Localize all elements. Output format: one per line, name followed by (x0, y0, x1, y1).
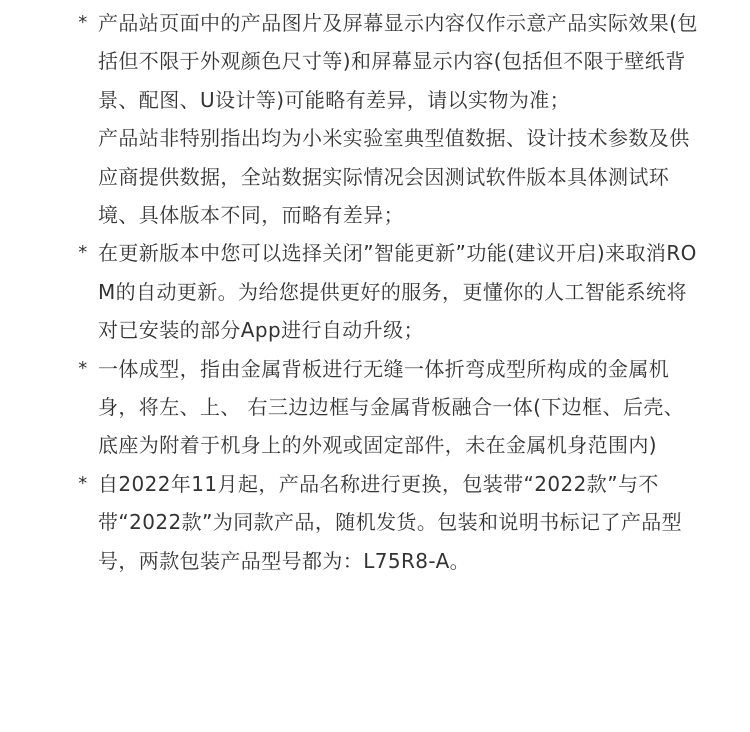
bullet-asterisk: * (78, 472, 88, 494)
note-paragraph-lab-data: 产品站非特别指出均为小米实验室典型值数据、设计技术参数及供应商提供数据，全站数据实际情况会因测试软件版本具体测试环境、具体版本不同，而略有差异； (98, 126, 690, 228)
note-paragraph-model-change: 自2022年11月起，产品名称进行更换，包装带“2022款”与不带“2022款”为同款产品，随机发货。包装和说明书标记了产品型号，两款包装产品型号都为：L75R8-A。 (98, 471, 683, 573)
bullet-asterisk: * (78, 242, 88, 264)
note-unibody (0, 350, 750, 465)
note-display-and-data (0, 4, 750, 234)
note-paragraph-smart-update: 在更新版本中您可以选择关闭”智能更新”功能(建议开启)来取消ROM的自动更新。为给您提供更好的服务，更懂你的人工智能系统将对已安装的部分App进行自动升级； (98, 241, 697, 343)
note-model-name-change (0, 465, 750, 580)
bullet-asterisk: * (78, 12, 88, 33)
bullet-asterisk: * (78, 357, 88, 379)
note-smart-update (0, 234, 750, 349)
note-paragraph-display-difference: 产品站页面中的产品图片及屏幕显示内容仅作示意产品实际效果(包括但不限于外观颜色尺寸等)和屏幕显示内容(包括但不限于壁纸背景、配图、U设计等)可能略有差异，请以实物为准； (98, 11, 698, 112)
note-paragraph-unibody: 一体成型，指由金属背板进行无缝一体折弯成型所构成的金属机身，将左、上、 右三边边框与金属背板融合一体(下边框、后壳、底座为附着于机身上的外观或固定部件，未在金属机身范围内) (98, 356, 685, 458)
